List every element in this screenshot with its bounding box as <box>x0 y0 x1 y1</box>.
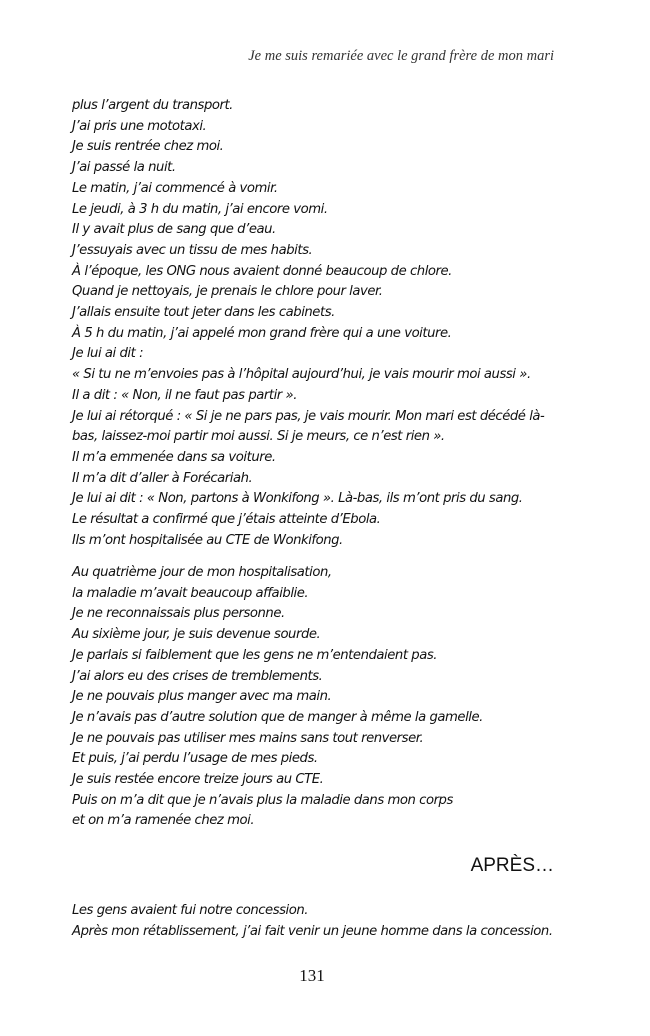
text-line: J’essuyais avec un tissu de mes habits. <box>72 242 313 258</box>
text-line: Les gens avaient fui notre concession. <box>72 903 309 918</box>
text-line: Le matin, j’ai commencé à vomir. <box>72 180 278 196</box>
text-line: Ils m’ont hospitalisée au CTE de Wonkifong. <box>72 532 343 548</box>
text-line: Je lui ai dit : <box>72 346 144 362</box>
text-line: Je n’avais pas d’autre solution que de manger à même la gamelle. <box>72 709 483 725</box>
text-line: Il y avait plus de sang que d’eau. <box>72 222 276 238</box>
text-line: À 5 h du matin, j’ai appelé mon grand frère qui a une voiture. <box>72 325 452 341</box>
text-line: Je lui ai dit : « Non, partons à Wonkifong ». Là-bas, ils m’ont pris du sang. <box>72 491 523 507</box>
text-line: Quand je nettoyais, je prenais le chlore pour laver. <box>72 284 383 300</box>
text-line: J’ai alors eu des crises de tremblements. <box>72 668 323 684</box>
text-line: Il m’a dit d’aller à Forécariah. <box>72 470 253 486</box>
text-line: Je suis rentrée chez moi. <box>72 139 224 155</box>
text-line: Au sixième jour, je suis devenue sourde. <box>72 627 321 643</box>
text-line: J’ai pris une mototaxi. <box>72 118 207 134</box>
text-line: Je suis restée encore treize jours au CTE. <box>72 772 324 788</box>
text-line: Je ne reconnaissais plus personne. <box>72 606 285 622</box>
text-line: et on m’a ramenée chez moi. <box>72 813 255 829</box>
running-head: Je me suis remariée avec le grand frère de mon mari <box>248 48 554 64</box>
text-line: J’allais ensuite tout jeter dans les cabinets. <box>72 305 335 321</box>
text-line: Le jeudi, à 3 h du matin, j’ai encore vomi. <box>72 201 328 217</box>
text-line: plus l’argent du transport. <box>72 98 233 113</box>
section-heading-text: APRÈS… <box>470 855 554 876</box>
text-line: bas, laissez-moi partir moi aussi. Si je meurs, ce n’est rien ». <box>72 429 445 445</box>
text-line: Je parlais si faiblement que les gens ne m’entendaient pas. <box>72 647 437 663</box>
section-heading <box>471 855 554 877</box>
text-line: À l’époque, les ONG nous avaient donné beaucoup de chlore. <box>72 263 452 279</box>
text-line: Il m’a emmenée dans sa voiture. <box>72 449 276 465</box>
text-line: Et puis, j’ai perdu l’usage de mes pieds. <box>72 751 318 767</box>
text-line: « Si tu ne m’envoies pas à l’hôpital aujourd’hui, je vais mourir moi aussi ». <box>72 367 531 383</box>
text-line: Au quatrième jour de mon hospitalisation, <box>72 565 332 580</box>
text-line: Le résultat a confirmé que j’étais atteinte d’Ebola. <box>72 512 381 528</box>
text-line: Je ne pouvais pas utiliser mes mains sans tout renverser. <box>72 730 424 746</box>
text-line: Puis on m’a dit que je n’avais plus la maladie dans mon corps <box>72 792 453 808</box>
text-line: Après mon rétablissement, j’ai fait venir un jeune homme dans la concession. <box>72 923 553 939</box>
text-line: la maladie m’avait beaucoup affaiblie. <box>72 585 309 601</box>
text-line: Je lui ai rétorqué : « Si je ne pars pas, je vais mourir. Mon mari est décédé là- <box>72 408 545 424</box>
paragraph-3 <box>72 901 562 942</box>
text-line: Il a dit : « Non, il ne faut pas partir ». <box>72 387 297 403</box>
text-line: J’ai passé la nuit. <box>72 160 176 176</box>
text-line: Je ne pouvais plus manger avec ma main. <box>72 689 332 705</box>
page-number: 131 <box>299 966 325 985</box>
paragraph-2 <box>72 563 562 832</box>
paragraph-1 <box>72 96 562 551</box>
